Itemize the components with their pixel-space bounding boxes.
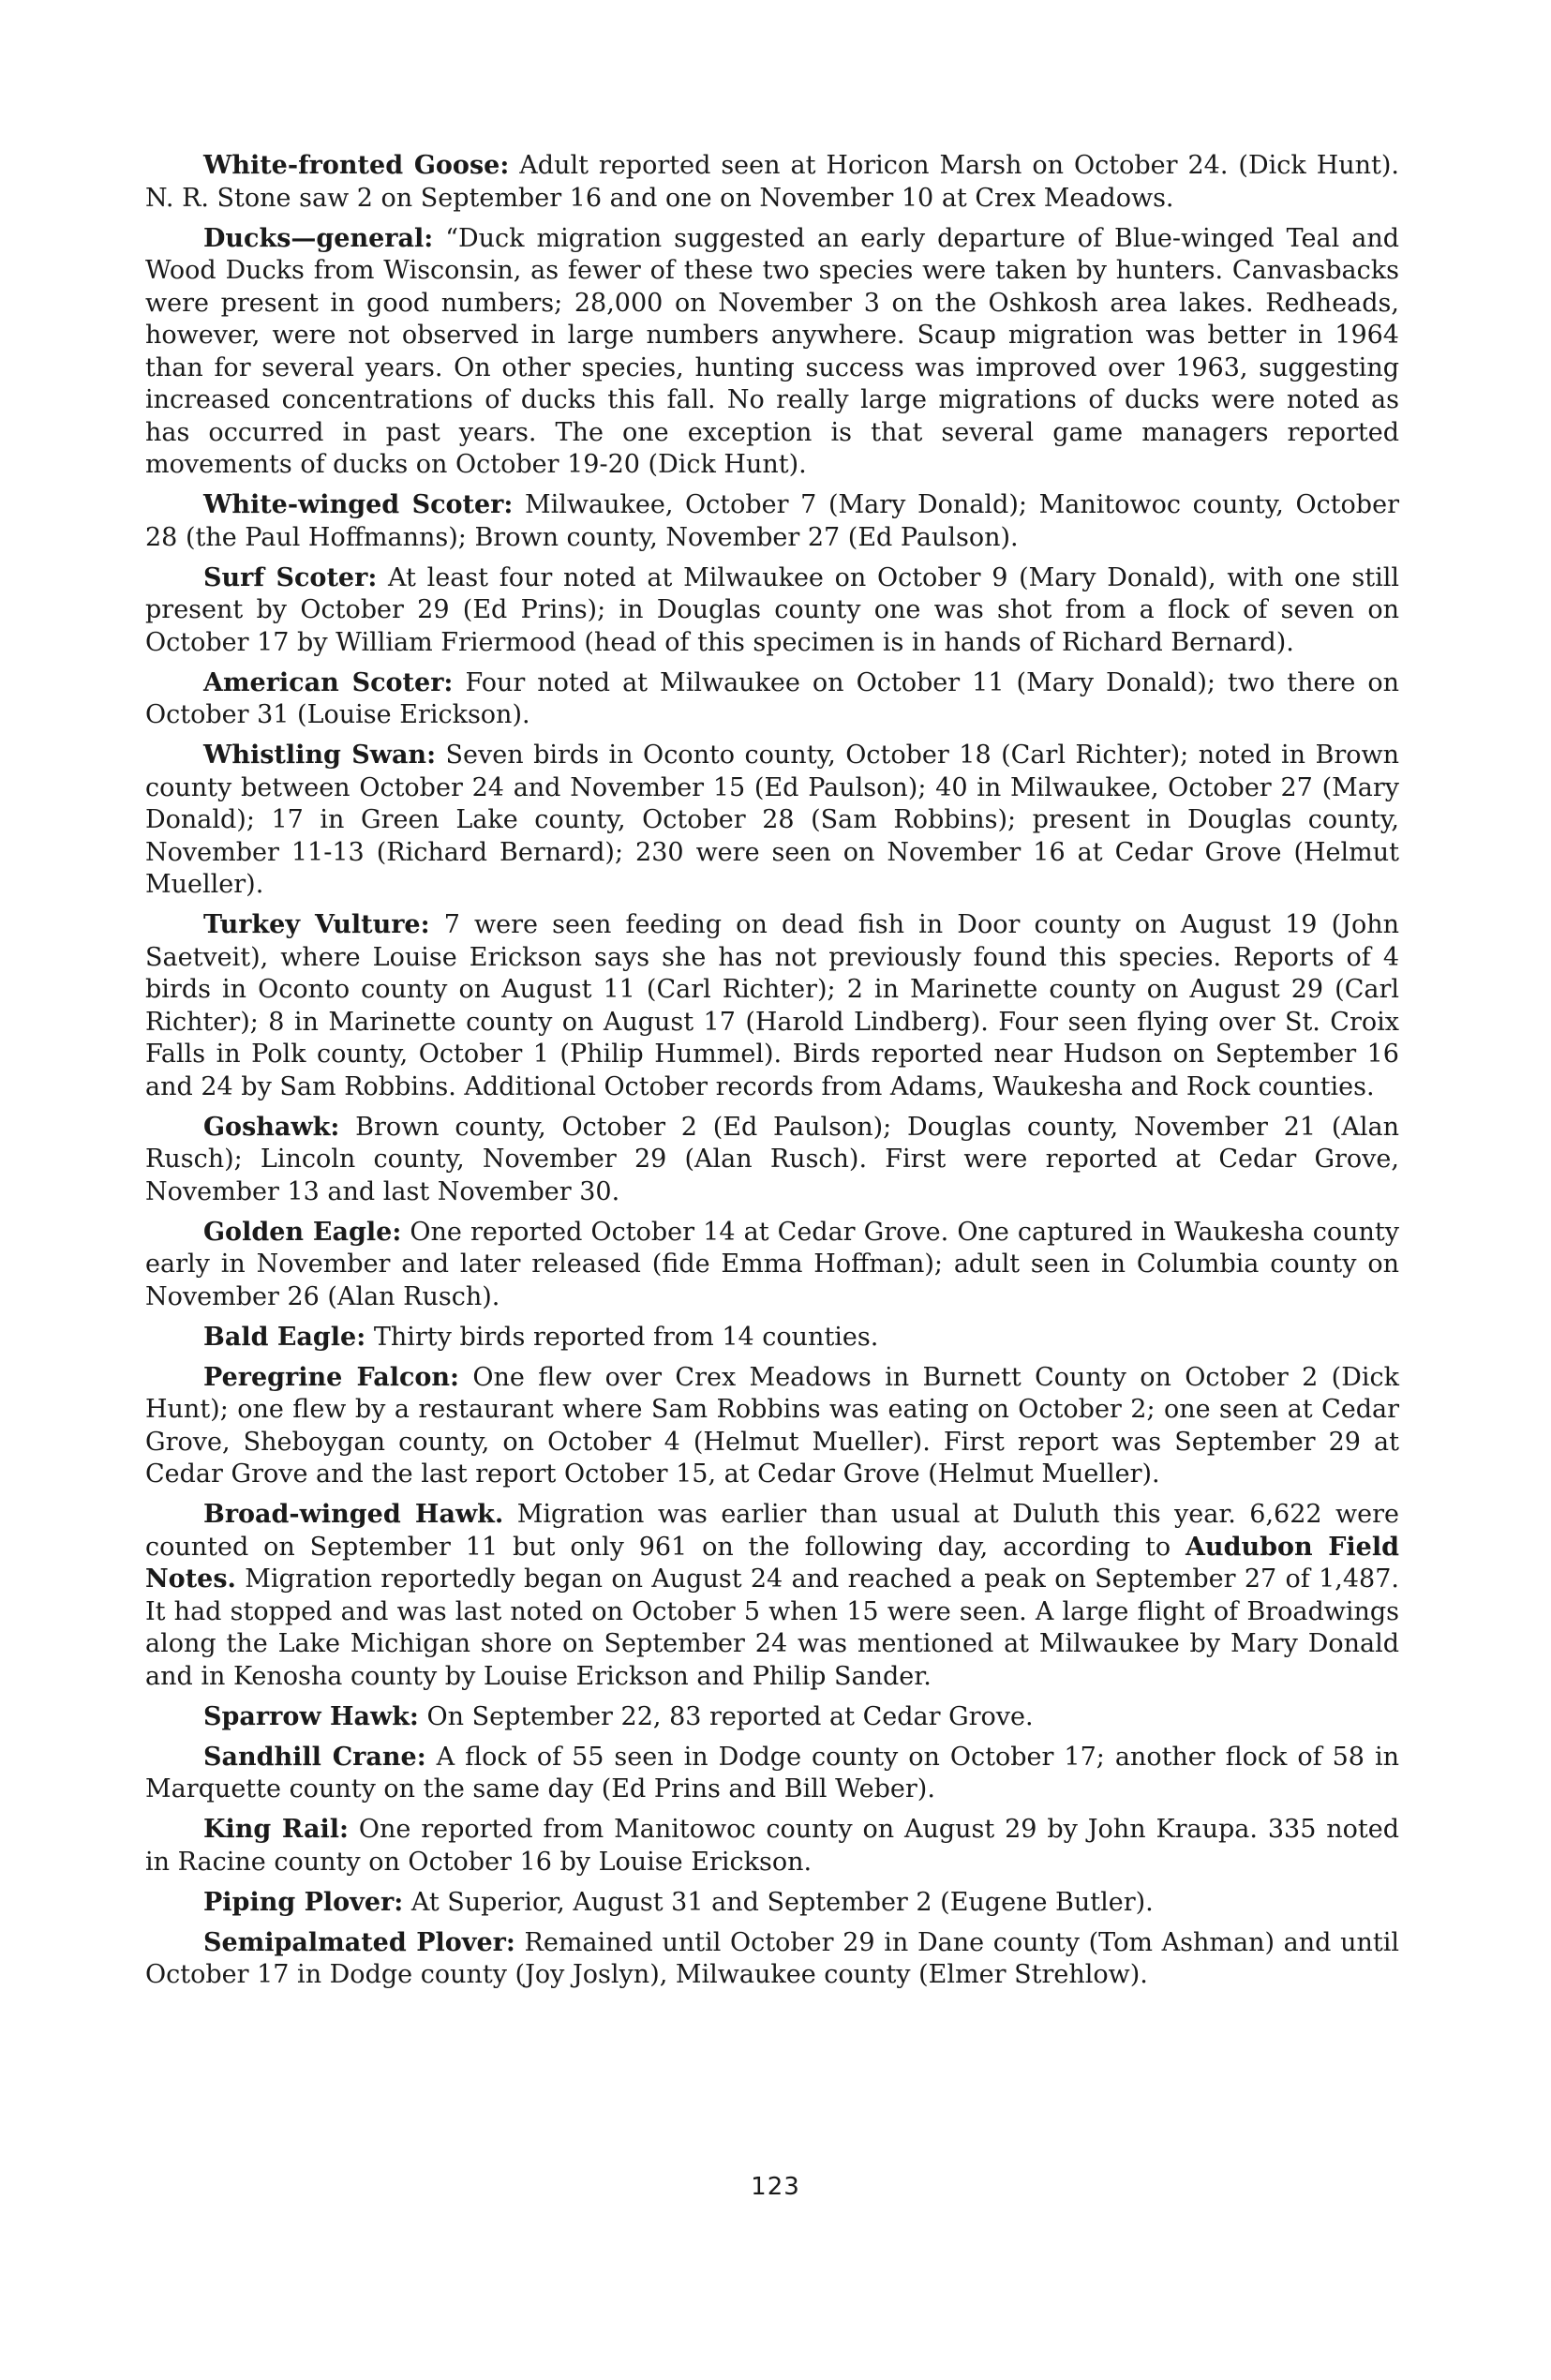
species-name: Sandhill Crane: bbox=[203, 1742, 426, 1772]
species-name: Surf Scoter: bbox=[203, 562, 378, 592]
species-name: White-fronted Goose: bbox=[203, 151, 510, 180]
entry-text: At Superior, August 31 and September 2 (Eugene Butler). bbox=[410, 1887, 1154, 1917]
entry-goshawk bbox=[145, 1112, 1399, 1209]
entry-turkey-vulture bbox=[145, 909, 1399, 1103]
species-name: Ducks—general: bbox=[203, 223, 434, 253]
entry-text: Adult reported seen at Horicon Marsh on October 24. (Dick Hunt). N. R. Stone saw 2 on September 16 and one on November 10 at Crex Meadows. bbox=[145, 151, 1399, 213]
entry-peregrine-falcon bbox=[145, 1362, 1399, 1491]
entry-text: Brown county, October 2 (Ed Paulson); Douglas county, November 21 (Alan Rusch); Lincoln county, November 29 (Alan Rusch). First were reported at Cedar Grove, November 13 and last November 30. bbox=[145, 1112, 1399, 1206]
entry-bald-eagle bbox=[145, 1322, 1399, 1355]
entry-text: 7 were seen feeding on dead fish in Door county on August 19 (John Saetveit), where Louise Erickson says she has not previously found this species. Reports of 4 birds in Oconto county on August 11 (Carl Richter); 2 in Marinette county on August 29 (Carl Richter); 8 in Marinette county on August 17 (Harold Lindberg). Four seen flying over St. Croix Falls in Polk county, October 1 (Philip Hummel). Birds reported near Hudson on September 16 and 24 by Sam Robbins. Additional October records from Adams, Waukesha and Rock counties. bbox=[145, 910, 1399, 1101]
entry-piping-plover bbox=[145, 1887, 1399, 1920]
species-name: King Rail: bbox=[203, 1815, 349, 1844]
entry-text: On September 22, 83 reported at Cedar Grove. bbox=[426, 1701, 1034, 1731]
entry-king-rail bbox=[145, 1814, 1399, 1879]
page-body bbox=[145, 150, 1399, 1999]
species-name: Piping Plover: bbox=[203, 1887, 404, 1917]
species-name: American Scoter: bbox=[203, 667, 454, 697]
entry-text: One flew over Crex Meadows in Burnett County on October 2 (Dick Hunt); one flew by a restaurant where Sam Robbins was eating on October 2; one seen at Cedar Grove, Sheboygan county, on October 4 (Helmut Mueller). First report was September 29 at Cedar Grove and the last report October 15, at Cedar Grove (Helmut Mueller). bbox=[145, 1362, 1399, 1489]
species-name: Whistling Swan: bbox=[203, 741, 437, 770]
entry-surf-scoter bbox=[145, 562, 1399, 660]
entry-text: A flock of 55 seen in Dodge county on October 17; another flock of 58 in Marquette county on the same day (Ed Prins and Bill Weber). bbox=[145, 1742, 1399, 1804]
species-name: Sparrow Hawk: bbox=[203, 1701, 419, 1731]
species-name: Peregrine Falcon: bbox=[203, 1362, 459, 1392]
species-name: White-winged Scoter: bbox=[203, 490, 514, 519]
species-name: Bald Eagle: bbox=[203, 1322, 366, 1352]
entry-whistling-swan bbox=[145, 740, 1399, 902]
entry-american-scoter bbox=[145, 667, 1399, 732]
entry-text: Four noted at Milwaukee on October 11 (Mary Donald); two there on October 31 (Louise Erickson). bbox=[145, 667, 1400, 729]
entry-text: At least four noted at Milwaukee on October 9 (Mary Donald), with one still present by October 29 (Ed Prins); in Douglas county one was shot from a flock of seven on October 17 by William Friermood (head of this specimen is in hands of Richard Bernard). bbox=[145, 562, 1399, 657]
species-name: Goshawk: bbox=[203, 1112, 340, 1142]
entry-text: “Duck migration suggested an early departure of Blue-winged Teal and Wood Ducks from Wisconsin, as fewer of these two species were taken by hunters. Canvasbacks were present in good numbers; 28,000 on November 3 on the Oshkosh area lakes. Redheads, however, were not observed in large numbers anywhere. Scaup migration was better in 1964 than for several years. On other species, hunting success was improved over 1963, suggesting increased concentrations of ducks this fall. No really large migrations of ducks were noted as has occurred in past years. The one exception is that several game managers reported movements of ducks on October 19-20 (Dick Hunt). bbox=[145, 223, 1399, 479]
entry-text: One reported October 14 at Cedar Grove. One captured in Waukesha county early in November and later released (fide Emma Hoffman); adult seen in Columbia county on November 26 (Alan Rusch). bbox=[145, 1217, 1399, 1311]
entry-text: Thirty birds reported from 14 counties. bbox=[373, 1322, 879, 1352]
page-number: 123 bbox=[751, 2173, 800, 2201]
species-name: Turkey Vulture: bbox=[203, 910, 430, 939]
entry-text: Milwaukee, October 7 (Mary Donald); Manitowoc county, October 28 (the Paul Hoffmanns); Brown county, November 27 (Ed Paulson). bbox=[145, 490, 1399, 552]
entry-text-continued: Migration reportedly began on August 24 and reached a peak on September 27 of 1,487. It had stopped and was last noted on October 5 when 15 were seen. A large flight of Broadwings along the Lake Michigan shore on September 24 was mentioned at Milwaukee by Mary Donald and in Kenosha county by Louise Erickson and Philip Sander. bbox=[145, 1564, 1399, 1691]
entry-text: Migration was earlier than usual at Duluth this year. 6,622 were counted on September 11 but only 961 on the following day, according to bbox=[145, 1500, 1399, 1562]
entry-text: Seven birds in Oconto county, October 18 (Carl Richter); noted in Brown county between October 24 and November 15 (Ed Paulson); 40 in Milwaukee, October 27 (Mary Donald); 17 in Green Lake county, October 28 (Sam Robbins); present in Douglas county, November 11-13 (Richard Bernard); 230 were seen on November 16 at Cedar Grove (Helmut Mueller). bbox=[145, 741, 1399, 899]
entry-sandhill-crane bbox=[145, 1742, 1399, 1806]
entry-ducks-general bbox=[145, 223, 1399, 482]
species-name: Broad-winged Hawk. bbox=[203, 1500, 504, 1529]
entry-golden-eagle bbox=[145, 1217, 1399, 1314]
entry-semipalmated-plover bbox=[145, 1927, 1399, 1992]
entry-text: Remained until October 29 in Dane county (Tom Ashman) and until October 17 in Dodge county (Joy Joslyn), Milwaukee county (Elmer Strehlow). bbox=[145, 1927, 1399, 1989]
entry-text: One reported from Manitowoc county on August 29 by John Kraupa. 335 noted in Racine county on October 16 by Louise Erickson. bbox=[145, 1815, 1399, 1877]
entry-broad-winged-hawk bbox=[145, 1499, 1399, 1693]
entry-sparrow-hawk bbox=[145, 1701, 1399, 1734]
publication-title: Audubon Field Notes. bbox=[145, 1532, 1399, 1594]
species-name: Golden Eagle: bbox=[203, 1217, 402, 1247]
species-name: Semipalmated Plover: bbox=[203, 1927, 515, 1957]
entry-white-fronted-goose bbox=[145, 150, 1399, 215]
entry-white-winged-scoter bbox=[145, 489, 1399, 554]
